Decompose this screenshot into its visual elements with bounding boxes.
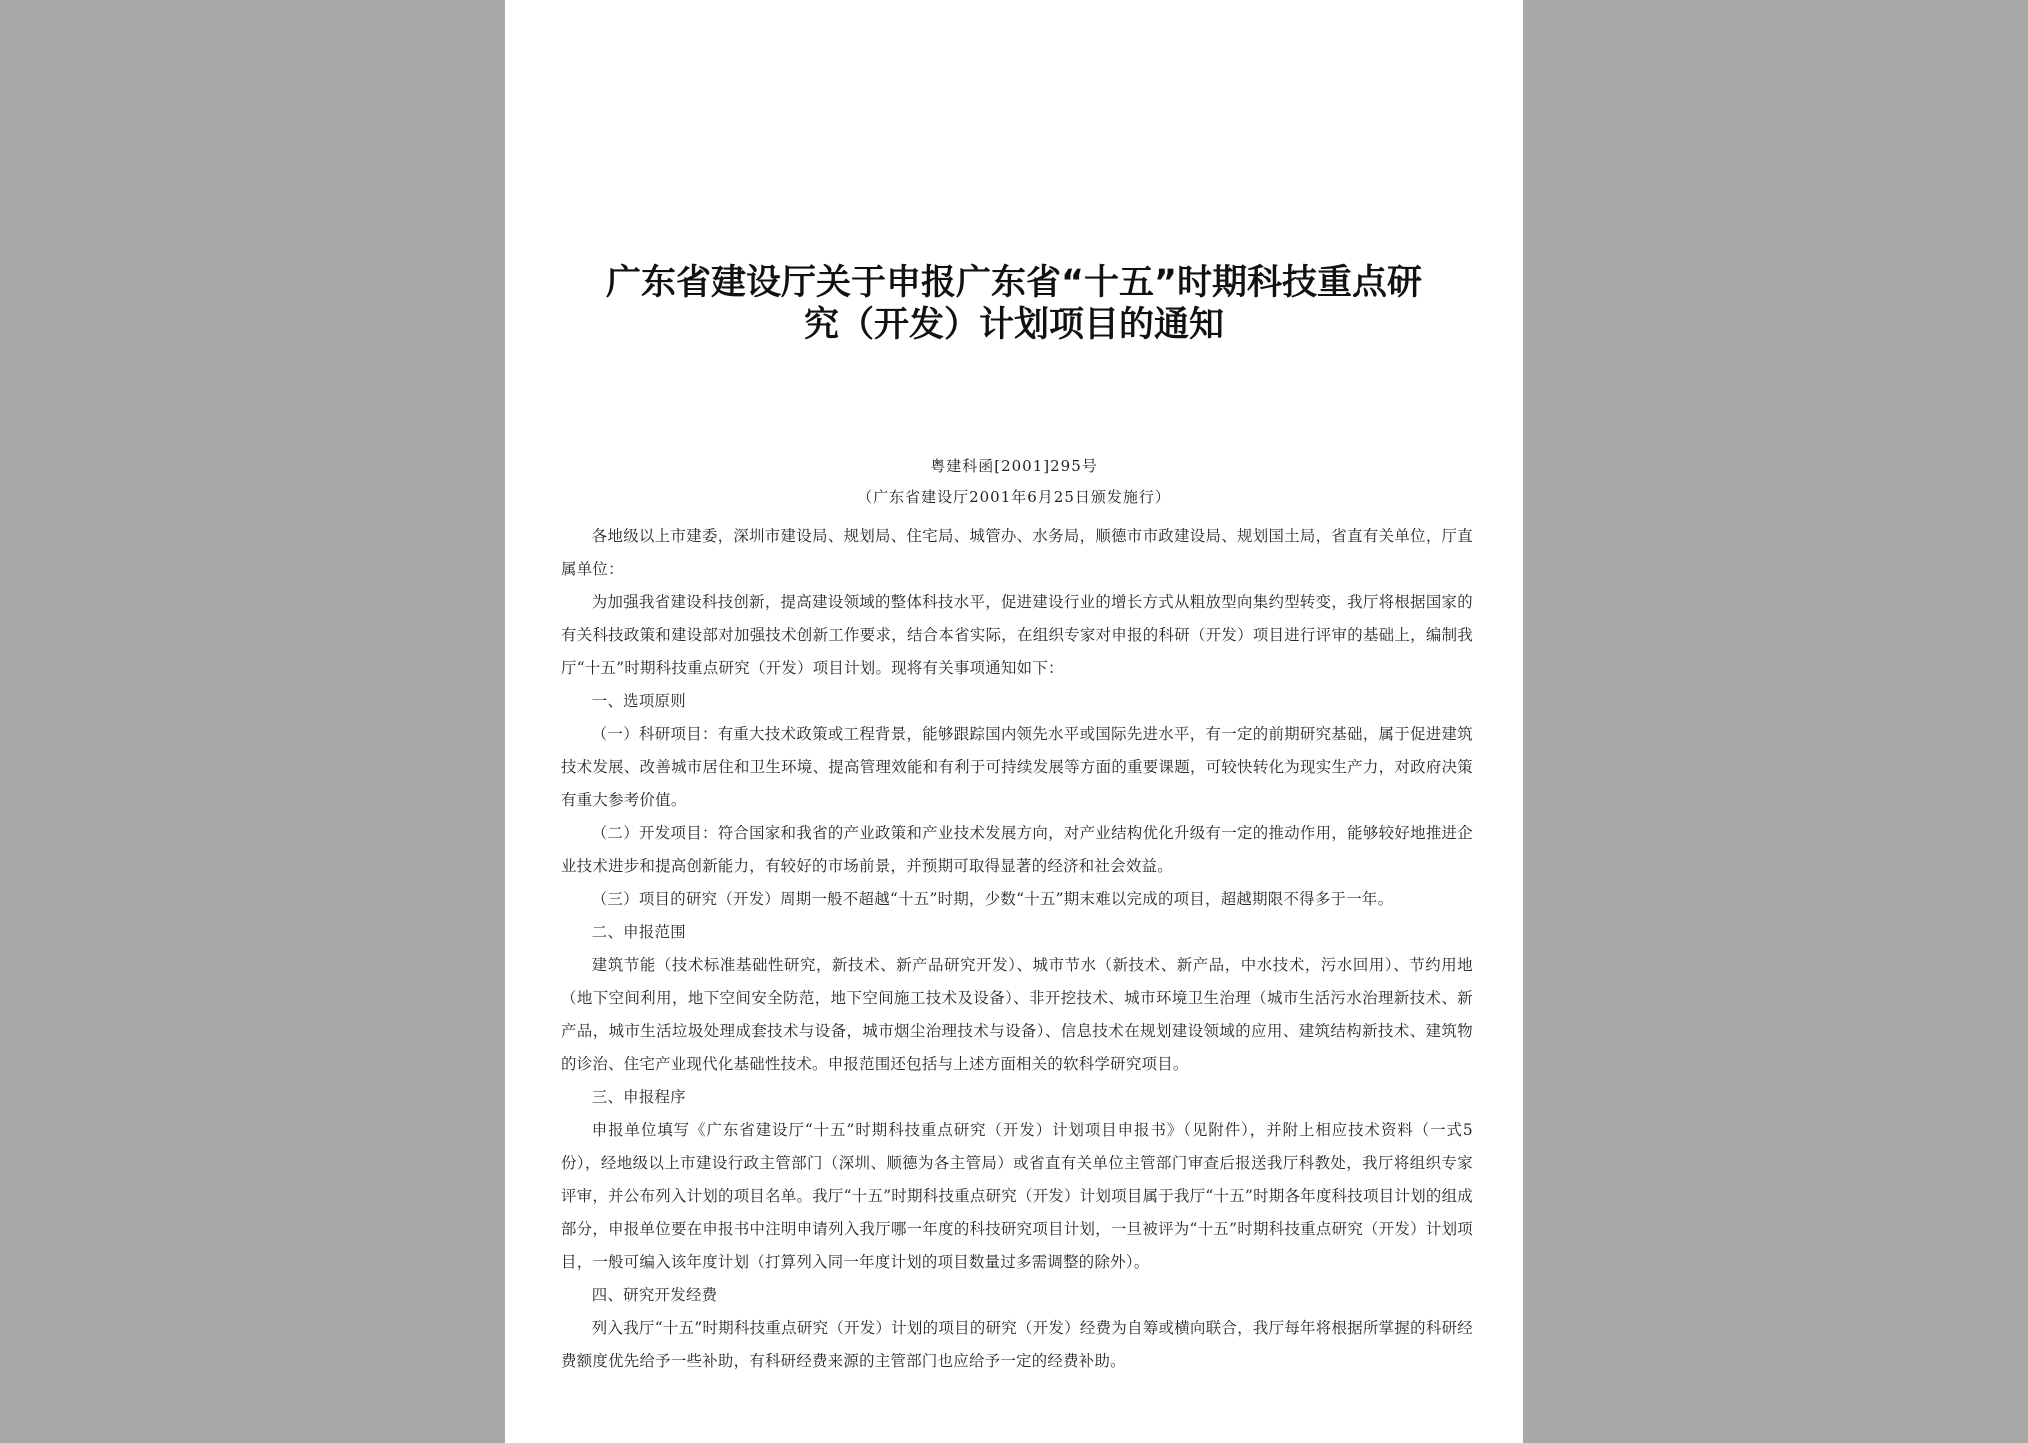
issue-note: （广东省建设厅2001年6月25日颁发施行） xyxy=(857,488,1171,506)
body-paragraph: 申报单位填写《广东省建设厅“十五”时期科技重点研究（开发）计划项目申报书》（见附件），并附上相应技术资料（一式5份），经地级以上市建设行政主管部门（深圳、顺德为各主管局）或省直有关单位主管部门审查后报送我厅科教处，我厅将组织专家评审，并公布列入计划的项目名单。我厅“十五”时期科技重点研究（开发）计划项目属于我厅“十五”时期各年度科技项目计划的组成部分，申报单位要在申报书中注明申请列入我厅哪一年度的科技研究项目计划，一旦被评为“十五”时期科技重点研究（开发）计划项目，一般可编入该年度计划（打算列入同一年度计划的项目数量过多需调整的除外）。 xyxy=(561,1121,1473,1271)
body-paragraph: （二）开发项目：符合国家和我省的产业政策和产业技术发展方向，对产业结构优化升级有一定的推动作用，能够较好地推进企业技术进步和提高创新能力，有较好的市场前景，并预期可取得显著的经济和社会效益。 xyxy=(561,824,1473,875)
intro-paragraph: 为加强我省建设科技创新，提高建设领域的整体科技水平，促进建设行业的增长方式从粗放型向集约型转变，我厅将根据国家的有关科技政策和建设部对加强技术创新工作要求，结合本省实际，在组织专家对申报的科研（开发）项目进行评审的基础上，编制我厅“十五”时期科技重点研究（开发）项目计划。现将有关事项通知如下： xyxy=(561,593,1473,677)
section-heading: 一、选项原则 xyxy=(591,692,686,710)
document-title-line-2: 究（开发）计划项目的通知 xyxy=(803,305,1224,345)
body-paragraph: （一）科研项目：有重大技术政策或工程背景，能够跟踪国内领先水平或国际先进水平，有一定的前期研究基础，属于促进建筑技术发展、改善城市居住和卫生环境、提高管理效能和有利于可持续发展等方面的重要课题，可较快转化为现实生产力，对政府决策有重大参考价值。 xyxy=(561,725,1473,809)
document-number: 粤建科函[2001]295号 xyxy=(930,457,1098,475)
section-heading: 四、研究开发经费 xyxy=(591,1286,718,1304)
section-heading: 三、申报程序 xyxy=(591,1088,686,1106)
section-heading: 二、申报范围 xyxy=(591,923,686,941)
document-body xyxy=(561,520,1473,1380)
document-title-line-1: 广东省建设厅关于申报广东省“十五”时期科技重点研 xyxy=(605,263,1422,303)
body-paragraph: 列入我厅“十五”时期科技重点研究（开发）计划的项目的研究（开发）经费为自筹或横向联合，我厅每年将根据所掌握的科研经费额度优先给予一些补助，有科研经费来源的主管部门也应给予一定的经费补助。 xyxy=(561,1319,1473,1370)
body-paragraph: （三）项目的研究（开发）周期一般不超越“十五”时期，少数“十五”期末难以完成的项目，超越期限不得多于一年。 xyxy=(591,890,1394,908)
addressee-paragraph: 各地级以上市建委，深圳市建设局、规划局、住宅局、城管办、水务局，顺德市市政建设局、规划国土局，省直有关单位，厅直属单位： xyxy=(561,527,1473,578)
document-page xyxy=(505,0,1523,1443)
body-paragraph: 建筑节能（技术标准基础性研究，新技术、新产品研究开发）、城市节水（新技术、新产品，中水技术，污水回用）、节约用地（地下空间利用，地下空间安全防范，地下空间施工技术及设备）、非开挖技术、城市环境卫生治理（城市生活污水治理新技术、新产品，城市生活垃圾处理成套技术与设备，城市烟尘治理技术与设备）、信息技术在规划建设领域的应用、建筑结构新技术、建筑物的诊治、住宅产业现代化基础性技术。申报范围还包括与上述方面相关的软科学研究项目。 xyxy=(561,956,1473,1073)
